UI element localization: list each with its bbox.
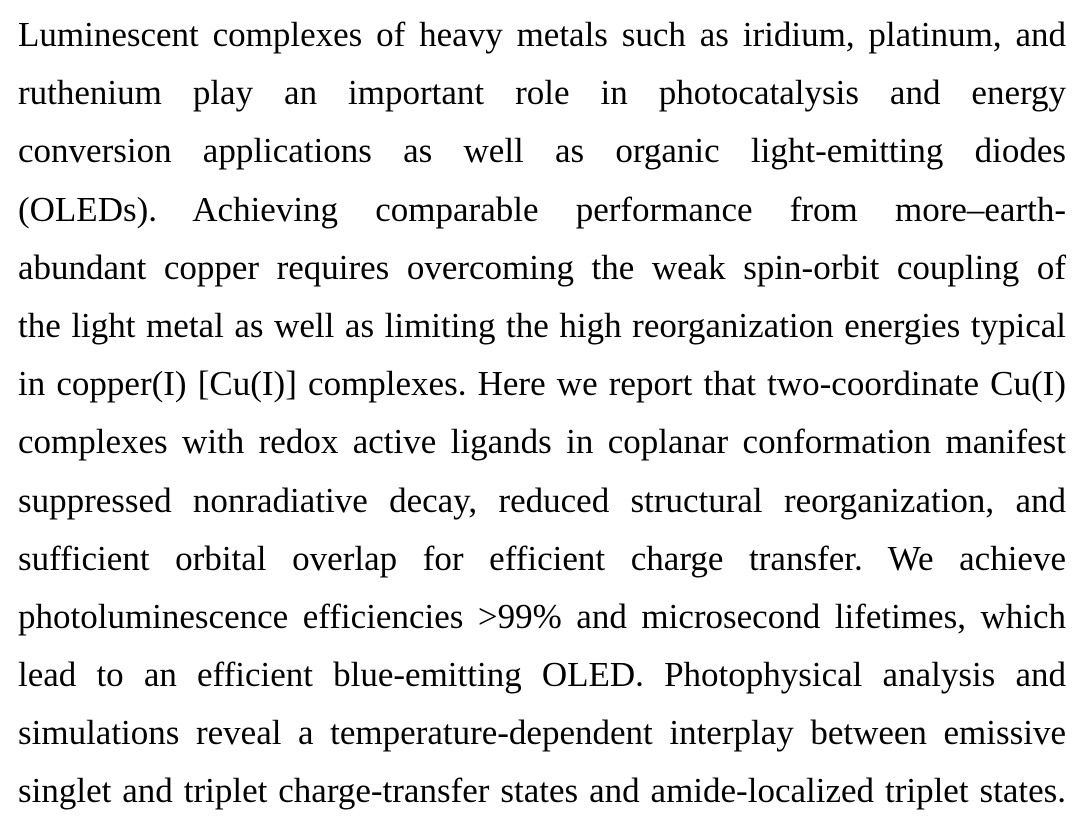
abstract-line: conversion applications as well as organic light-emitting diodes (18, 131, 1066, 171)
abstract-line: simulations reveal a temperature-dependent interplay between emissive (18, 713, 1066, 753)
abstract-line: suppressed nonradiative decay, reduced structural reorganization, and (18, 480, 1066, 520)
abstract-paragraph (18, 6, 1066, 821)
abstract-line: in copper(I) [Cu(I)] complexes. Here we report that two-coordinate Cu(I) (18, 364, 1066, 404)
abstract-line: abundant copper requires overcoming the weak spin-orbit coupling of (18, 247, 1066, 287)
abstract-line: lead to an efficient blue-emitting OLED. Photophysical analysis and (18, 655, 1066, 695)
abstract-line: Luminescent complexes of heavy metals such as iridium, platinum, and (18, 15, 1066, 54)
abstract-line: (OLEDs). Achieving comparable performance from more–earth- (18, 189, 1066, 229)
abstract-line: sufficient orbital overlap for efficient charge transfer. We achieve (18, 538, 1066, 578)
abstract-line: ruthenium play an important role in photocatalysis and energy (18, 73, 1066, 113)
abstract-line: photoluminescence efficiencies >99% and microsecond lifetimes, which (18, 596, 1066, 636)
abstract-line: complexes with redox active ligands in coplanar conformation manifest (18, 422, 1066, 462)
abstract-line: singlet and triplet charge-transfer states and amide-localized triplet states. (18, 771, 1066, 811)
abstract-line: the light metal as well as limiting the high reorganization energies typical (18, 305, 1066, 345)
